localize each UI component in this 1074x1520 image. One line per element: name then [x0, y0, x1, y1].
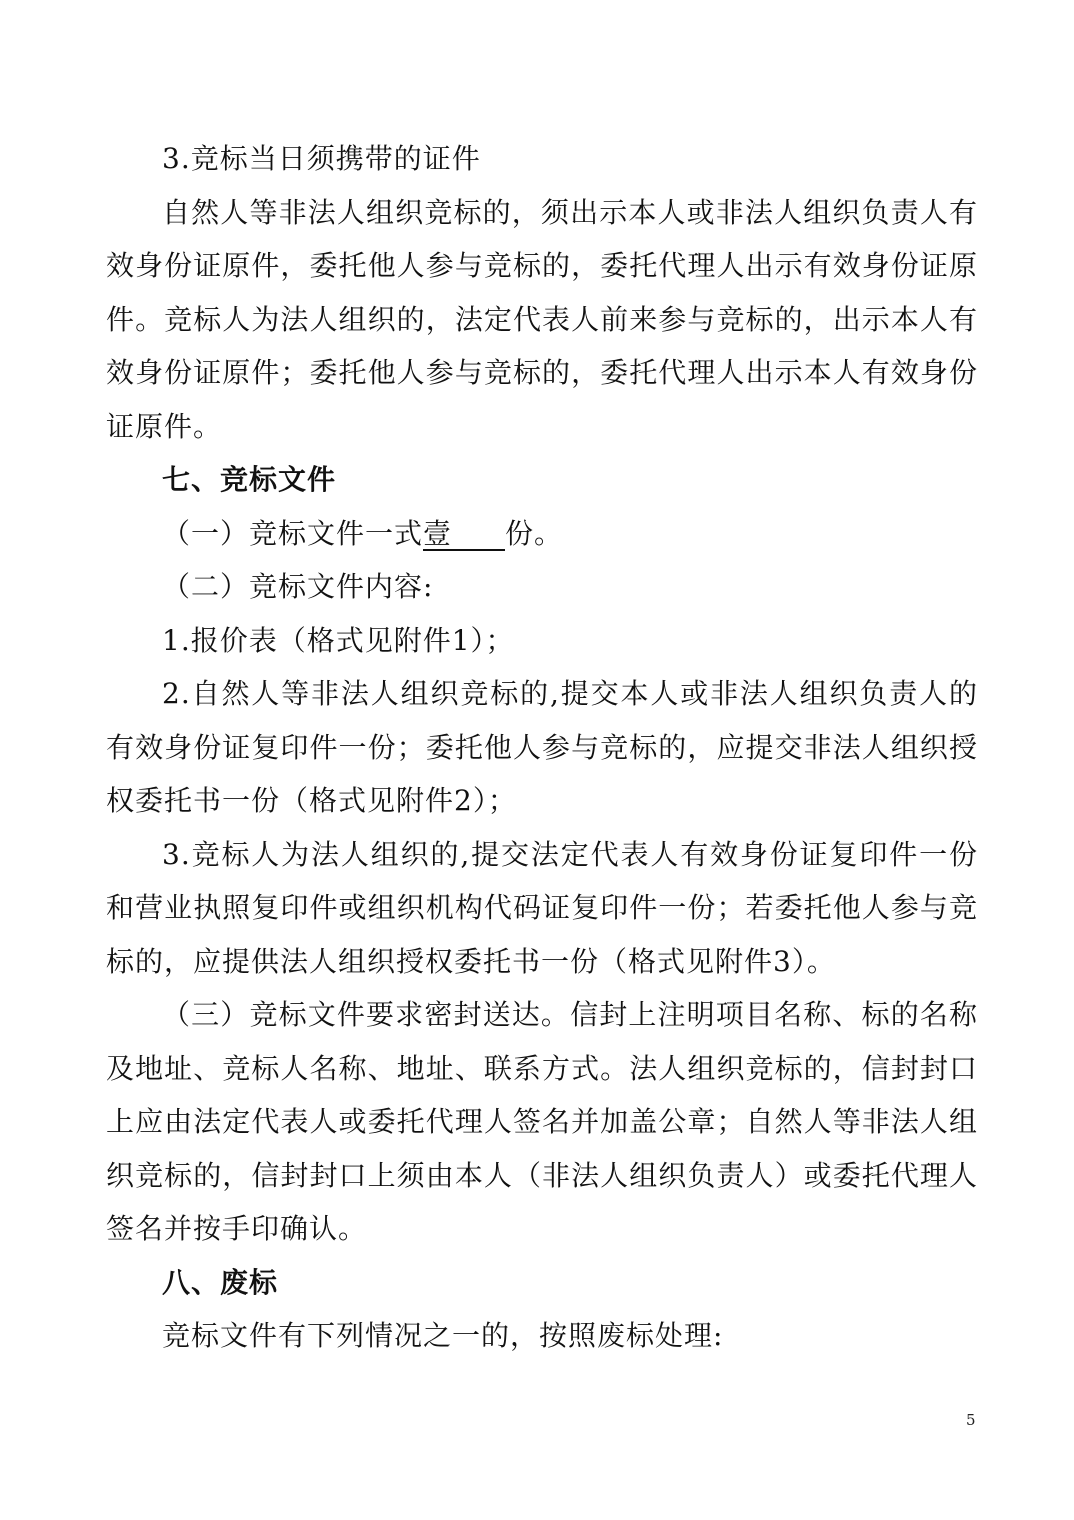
document-page [106, 132, 978, 1363]
bid-contents-item-2: 2.自然人等非法人组织竞标的,提交本人或非法人组织负责人的有效身份证复印件一份；委托他人参与竞标的，应提交非法人组织授权委托书一份（格式见附件2）； [106, 677, 978, 817]
bid-contents-item-1: 1.报价表（格式见附件1）； [162, 623, 515, 657]
bid-contents-item-3: 3.竞标人为法人组织的,提交法定代表人有效身份证复印件一份和营业执照复印件或组织机构代码证复印件一份；若委托他人参与竞标的，应提供法人组织授权委托书一份（格式见附件3）。 [106, 837, 978, 978]
copies-count-blank: 壹 [423, 519, 505, 551]
copies-count-suffix: 份。 [505, 516, 564, 550]
section-3-item-title: 3.竞标当日须携带的证件 [162, 142, 481, 175]
copies-count-prefix: （一）竞标文件一式 [162, 516, 424, 550]
invalid-bid-intro: 竞标文件有下列情况之一的，按照废标处理: [162, 1319, 724, 1352]
id-requirements-paragraph: 自然人等非法人组织竞标的，须出示本人或非法人组织负责人有效身份证原件，委托他人参与竞标的，委托代理人出示有效身份证原件。竞标人为法人组织的，法定代表人前来参与竞标的，出示本人有效身份证原件；委托他人参与竞标的，委托代理人出示本人有效身份证原件。 [106, 195, 978, 443]
section-7-heading: 七、竞标文件 [162, 463, 337, 496]
bid-contents-title: （二）竞标文件内容: [162, 570, 434, 603]
section-8-heading: 八、废标 [162, 1265, 279, 1299]
copies-count-paragraph [106, 507, 978, 561]
sealing-requirements-paragraph: （三）竞标文件要求密封送达。信封上注明项目名称、标的名称及地址、竞标人名称、地址、联系方式。法人组织竞标的，信封封口上应由法定代表人或委托代理人签名并加盖公章；自然人等非法人组织竞标的，信封封口上须由本人（非法人组织负责人）或委托代理人签名并按手印确认。 [106, 998, 978, 1245]
page-number: 5 [966, 1411, 976, 1429]
